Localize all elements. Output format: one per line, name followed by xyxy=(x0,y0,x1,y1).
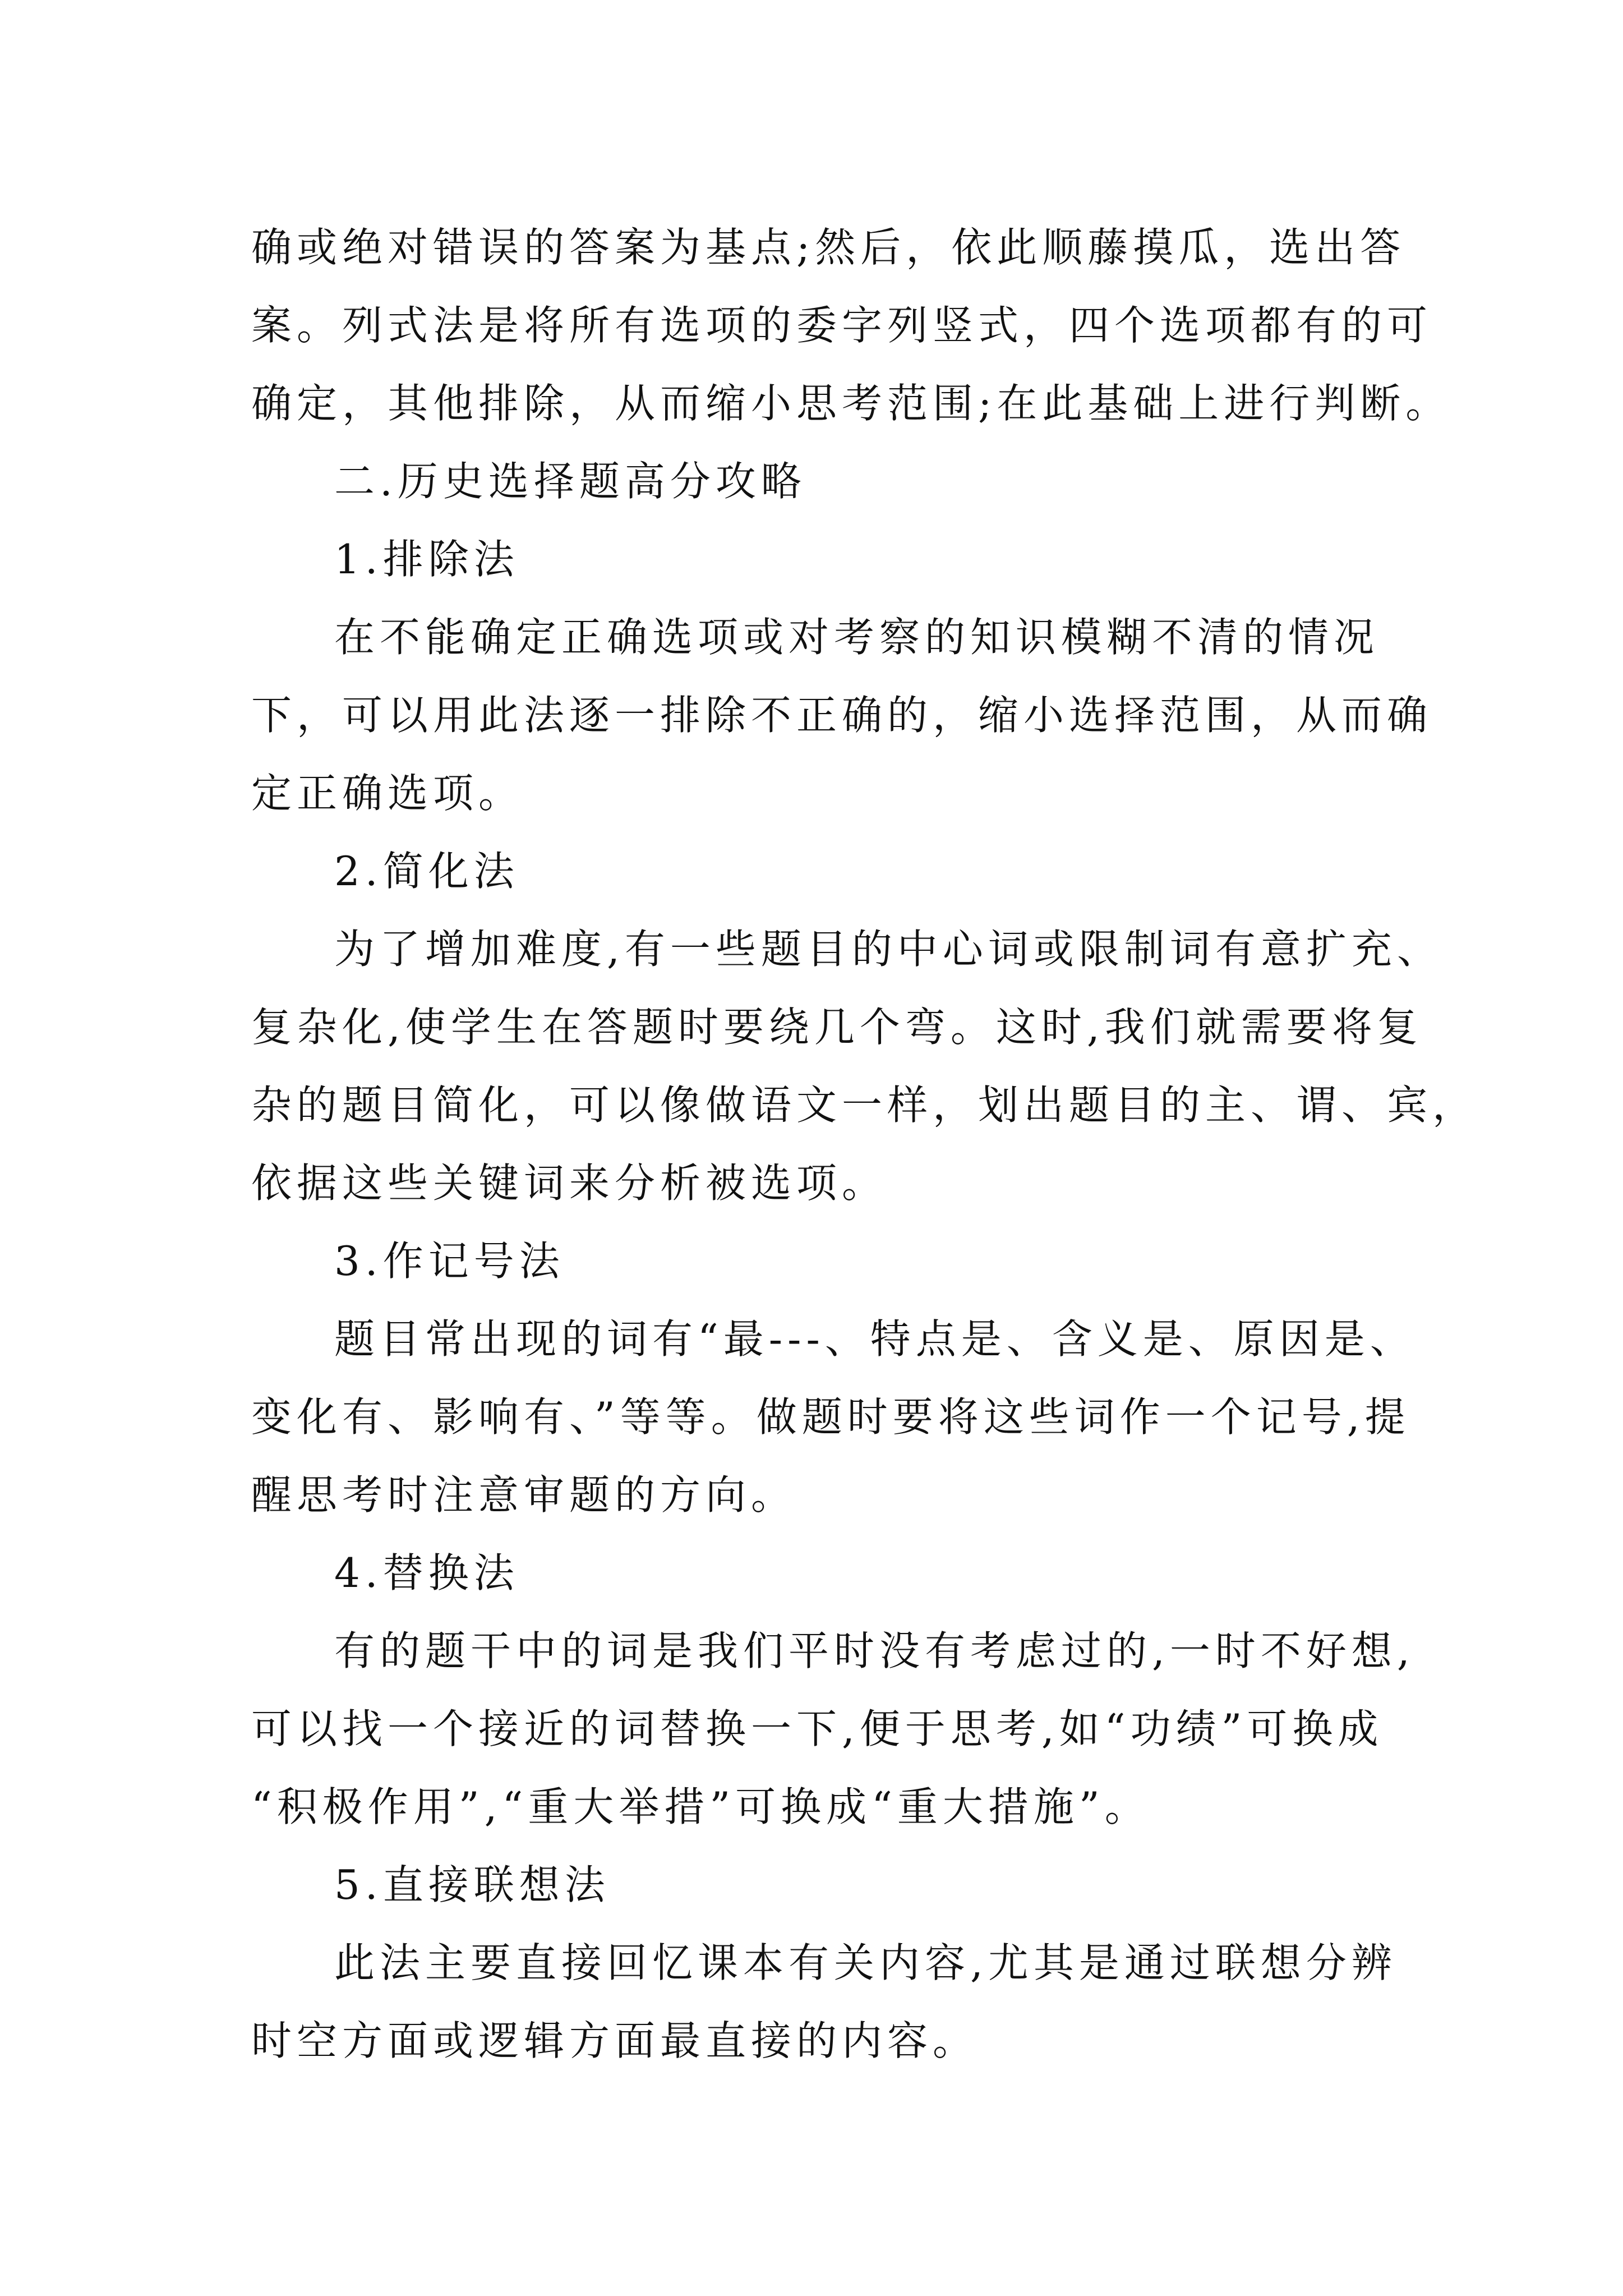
text-line: 题目常出现的词有“最---、特点是、含义是、原因是、 xyxy=(334,1315,1415,1363)
text-line: 确定，其他排除，从而缩小思考范围;在此基础上进行判断。 xyxy=(251,380,1451,427)
text-line: 为了增加难度,有一些题目的中心词或限制词有意扩充、 xyxy=(334,926,1442,973)
text-line: 杂的题目简化，可以像做语文一样，划出题目的主、谓、宾， xyxy=(251,1082,1478,1129)
text-line: 下，可以用此法逐一排除不正确的，缩小选择范围，从而确 xyxy=(251,692,1433,739)
text-line: “积极作用”,“重大举措”可换成“重大措施”。 xyxy=(251,1783,1150,1830)
text-line: 定正确选项。 xyxy=(251,770,524,817)
text-line: 复杂化,使学生在答题时要绕几个弯。这时,我们就需要将复 xyxy=(251,1004,1423,1051)
text-line: 有的题干中的词是我们平时没有考虑过的,一时不好想, xyxy=(334,1627,1415,1674)
subsection-heading: 3.作记号法 xyxy=(334,1237,565,1285)
subsection-heading: 1.排除法 xyxy=(334,536,519,583)
text-line: 醒思考时注意审题的方向。 xyxy=(251,1471,797,1519)
text-line: 时空方面或逻辑方面最直接的内容。 xyxy=(251,2017,979,2064)
text-line: 依据这些关键词来分析被选项。 xyxy=(251,1159,888,1207)
text-line: 可以找一个接近的词替换一下,便于思考,如“功绩”可换成 xyxy=(251,1705,1384,1752)
section-heading: 二.历史选择题高分攻略 xyxy=(334,458,806,505)
text-line: 确或绝对错误的答案为基点;然后，依此顺藤摸瓜，选出答 xyxy=(251,224,1406,271)
text-line: 案。列式法是将所有选项的委字列竖式，四个选项都有的可 xyxy=(251,302,1433,349)
subsection-heading: 5.直接联想法 xyxy=(334,1861,610,1908)
body-text xyxy=(251,209,1478,2080)
subsection-heading: 4.替换法 xyxy=(334,1549,519,1596)
text-line: 变化有、影响有、”等等。做题时要将这些词作一个记号,提 xyxy=(251,1393,1410,1441)
text-line: 此法主要直接回忆课本有关内容,尤其是通过联想分辨 xyxy=(334,1939,1397,1986)
text-line: 在不能确定正确选项或对考察的知识模糊不清的情况 xyxy=(334,614,1380,661)
subsection-heading: 2.简化法 xyxy=(334,848,519,895)
